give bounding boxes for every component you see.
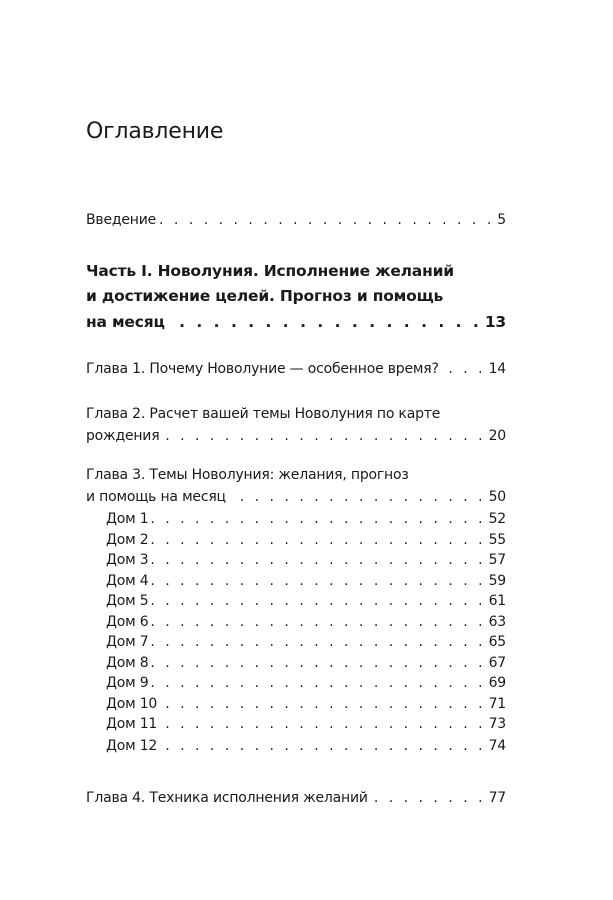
page-number: 57 [488,552,506,568]
toc-chapter-1[interactable] [86,358,506,380]
dot-leader [151,590,485,612]
dot-leader [151,631,485,653]
toc-part-1-line-2[interactable] [86,283,506,309]
entry-title: Глава 1. Почему Новолуние — особенное время? [86,361,439,377]
dot-leader [151,508,485,530]
dot-leader [151,549,485,571]
entry-title: Дом 3 [106,552,149,568]
entry-title: Дом 4 [106,572,149,589]
dot-leader [160,713,485,735]
page-title: Оглавление [86,119,224,144]
entry-title: и помощь на месяц [86,489,226,505]
dot-leader [151,652,485,674]
entry-title: Дом 6 [106,613,149,630]
page-number: 52 [488,511,506,527]
page-number: 77 [488,790,506,806]
dot-leader [371,787,486,809]
toc-house-9[interactable] [106,672,506,694]
entry-title: Дом 8 [106,654,149,671]
page-number: 67 [488,654,506,671]
dot-leader [162,425,485,447]
entry-title: рождения [86,428,160,444]
page-number: 69 [488,675,506,691]
page-number: 71 [488,695,506,712]
toc-entry-introduction[interactable] [86,209,506,231]
dot-leader [159,209,494,231]
dot-leader [229,486,486,508]
entry-title: и достижение целей. Прогноз и помощь [86,287,444,305]
entry-title: на месяц [86,313,165,331]
dot-leader [168,309,482,335]
page-number: 63 [488,613,506,630]
page-number: 14 [488,361,506,377]
toc-house-4[interactable] [106,570,506,592]
entry-title: Дом 10 [106,695,158,712]
toc-house-12[interactable] [106,735,506,757]
toc-chapter-2-line-1[interactable] [86,403,506,425]
toc-part-1-line-1[interactable] [86,258,506,284]
dot-leader [151,529,485,551]
page-number: 59 [488,572,506,589]
toc-chapter-4[interactable] [86,787,506,809]
toc-chapter-2-line-2[interactable] [86,425,506,447]
toc-house-2[interactable] [106,529,506,551]
entry-title: Часть I. Новолуния. Исполнение желаний [86,262,454,280]
entry-title: Глава 2. Расчет вашей темы Новолуния по карте [86,406,441,422]
entry-title: Глава 3. Темы Новолуния: желания, прогноз [86,467,409,483]
page-number: 5 [497,212,506,228]
page-number: 13 [484,313,506,331]
dot-leader [442,358,486,380]
entry-title: Дом 1 [106,511,149,527]
page-number: 50 [488,489,506,505]
entry-title: Дом 2 [106,531,149,548]
page-number: 73 [488,716,506,732]
page-number: 61 [488,593,506,609]
toc-house-7[interactable] [106,631,506,653]
dot-leader [151,672,485,694]
toc-chapter-3-line-1[interactable] [86,464,506,486]
toc-house-11[interactable] [106,713,506,735]
toc-house-6[interactable] [106,611,506,633]
dot-leader [160,693,485,715]
entry-title: Дом 11 [106,716,158,732]
page-number: 74 [488,738,506,754]
toc-chapter-3-line-2[interactable] [86,486,506,508]
page-number: 65 [488,634,506,650]
page-number: 55 [488,531,506,548]
dot-leader [160,735,485,757]
toc-house-8[interactable] [106,652,506,674]
page-number: 20 [488,428,506,444]
entry-title: Дом 7 [106,634,149,650]
entry-title: Введение [86,212,157,228]
entry-title: Дом 9 [106,675,149,691]
entry-title: Дом 12 [106,738,158,754]
toc-house-5[interactable] [106,590,506,612]
toc-house-1[interactable] [106,508,506,530]
entry-title: Глава 4. Техника исполнения желаний [86,790,368,806]
dot-leader [151,570,485,592]
toc-house-3[interactable] [106,549,506,571]
toc-house-10[interactable] [106,693,506,715]
dot-leader [151,611,485,633]
entry-title: Дом 5 [106,593,149,609]
toc-part-1-line-3[interactable] [86,309,506,335]
